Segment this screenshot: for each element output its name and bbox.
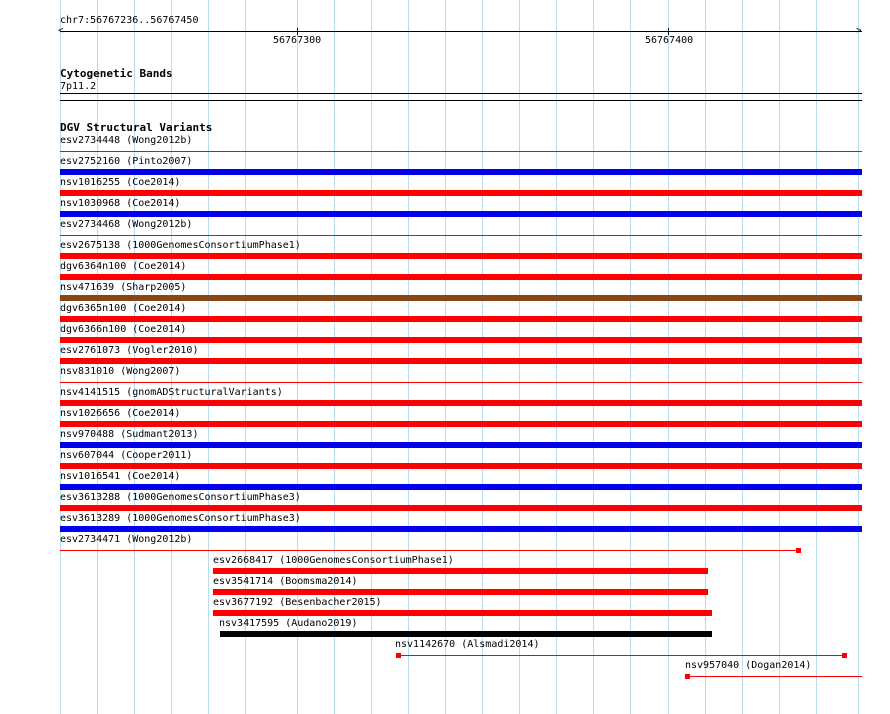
variant-label[interactable]: nsv1016255 (Coe2014) xyxy=(60,177,181,188)
variant-bar[interactable] xyxy=(60,190,862,196)
variant-bar[interactable] xyxy=(213,610,712,616)
variant-bar[interactable] xyxy=(60,463,862,469)
variant-bar[interactable] xyxy=(213,568,708,574)
grid-line xyxy=(630,0,631,714)
variant-label[interactable]: esv2734448 (Wong2012b) xyxy=(60,135,193,146)
grid-line xyxy=(816,0,817,714)
variant-label[interactable]: esv3613288 (1000GenomesConsortiumPhase3) xyxy=(60,492,301,503)
left-arrow-icon: < xyxy=(58,26,64,36)
variant-label[interactable]: dgv6364n100 (Coe2014) xyxy=(60,261,187,272)
variant-label[interactable]: nsv1016541 (Coe2014) xyxy=(60,471,181,482)
grid-line xyxy=(742,0,743,714)
tick-mark xyxy=(668,28,669,35)
variant-bar[interactable] xyxy=(60,295,862,301)
variant-label[interactable]: esv2734471 (Wong2012b) xyxy=(60,534,193,545)
variant-label[interactable]: dgv6365n100 (Coe2014) xyxy=(60,303,187,314)
variant-bar[interactable] xyxy=(60,400,862,406)
grid-line xyxy=(856,0,862,714)
grid-line xyxy=(705,0,706,714)
band-label[interactable]: 7p11.2 xyxy=(60,81,97,92)
variant-end-marker xyxy=(842,653,847,658)
variant-label[interactable]: esv2752160 (Pinto2007) xyxy=(60,156,193,167)
variant-bar[interactable] xyxy=(60,235,862,236)
variant-bar[interactable] xyxy=(60,382,862,383)
variant-label[interactable]: nsv1026656 (Coe2014) xyxy=(60,408,181,419)
variant-bar[interactable] xyxy=(60,358,862,364)
variant-label[interactable]: nsv3417595 (Audano2019) xyxy=(219,618,358,629)
grid-line xyxy=(668,0,669,714)
grid-line xyxy=(519,0,520,714)
grid-line xyxy=(445,0,446,714)
variant-bar[interactable] xyxy=(60,526,862,532)
variant-bar[interactable] xyxy=(220,631,712,637)
variant-label[interactable]: esv2734468 (Wong2012b) xyxy=(60,219,193,230)
variant-label[interactable]: nsv607044 (Cooper2011) xyxy=(60,450,193,461)
variant-bar[interactable] xyxy=(60,550,800,551)
right-arrow-icon: > xyxy=(856,26,862,36)
variant-bar[interactable] xyxy=(60,211,862,217)
variant-bar[interactable] xyxy=(60,169,862,175)
track-divider xyxy=(60,100,862,101)
variant-label[interactable]: dgv6366n100 (Coe2014) xyxy=(60,324,187,335)
variant-label[interactable]: esv3677192 (Besenbacher2015) xyxy=(213,597,382,608)
grid-line xyxy=(556,0,557,714)
variant-bar[interactable] xyxy=(60,442,862,448)
variant-label[interactable]: nsv471639 (Sharp2005) xyxy=(60,282,187,293)
variant-label[interactable]: esv2675138 (1000GenomesConsortiumPhase1) xyxy=(60,240,301,251)
variant-label[interactable]: nsv831010 (Wong2007) xyxy=(60,366,181,377)
variant-bar[interactable] xyxy=(686,676,862,677)
ruler-axis xyxy=(60,31,862,32)
variant-end-marker xyxy=(796,548,801,553)
tick-label: 56767300 xyxy=(273,35,322,46)
tick-label: 56767400 xyxy=(645,35,694,46)
variant-label[interactable]: esv3613289 (1000GenomesConsortiumPhase3) xyxy=(60,513,301,524)
variant-bar[interactable] xyxy=(60,421,862,427)
variant-label[interactable]: nsv1142670 (Alsmadi2014) xyxy=(395,639,540,650)
variant-label[interactable]: nsv957040 (Dogan2014) xyxy=(685,660,812,671)
variant-bar[interactable] xyxy=(397,655,846,656)
variant-bar[interactable] xyxy=(60,337,862,343)
range-label: chr7:56767236..56767450 xyxy=(60,15,199,26)
grid-line xyxy=(134,0,135,714)
variant-bar[interactable] xyxy=(60,484,862,490)
variant-bar[interactable] xyxy=(60,253,862,259)
track-title: DGV Structural Variants xyxy=(60,121,213,134)
variant-bar[interactable] xyxy=(213,589,708,595)
grid-line xyxy=(408,0,409,714)
variant-label[interactable]: nsv970488 (Sudmant2013) xyxy=(60,429,199,440)
grid-line xyxy=(171,0,172,714)
variant-bar[interactable] xyxy=(60,151,862,152)
grid-line xyxy=(482,0,483,714)
variant-label[interactable]: esv3541714 (Boomsma2014) xyxy=(213,576,358,587)
variant-end-marker xyxy=(396,653,401,658)
variant-label[interactable]: esv2761073 (Vogler2010) xyxy=(60,345,199,356)
grid-line xyxy=(208,0,209,714)
variant-end-marker xyxy=(685,674,690,679)
band-line xyxy=(60,93,862,94)
variant-bar[interactable] xyxy=(60,316,862,322)
variant-bar[interactable] xyxy=(60,505,862,511)
grid-line xyxy=(58,0,64,714)
variant-label[interactable]: nsv1030968 (Coe2014) xyxy=(60,198,181,209)
variant-bar[interactable] xyxy=(60,274,862,280)
variant-label[interactable]: nsv4141515 (gnomADStructuralVariants) xyxy=(60,387,283,398)
grid-line xyxy=(97,0,98,714)
grid-line xyxy=(779,0,780,714)
grid-line xyxy=(593,0,594,714)
track-title: Cytogenetic Bands xyxy=(60,67,173,80)
tick-mark xyxy=(297,28,298,35)
variant-label[interactable]: esv2668417 (1000GenomesConsortiumPhase1) xyxy=(213,555,454,566)
